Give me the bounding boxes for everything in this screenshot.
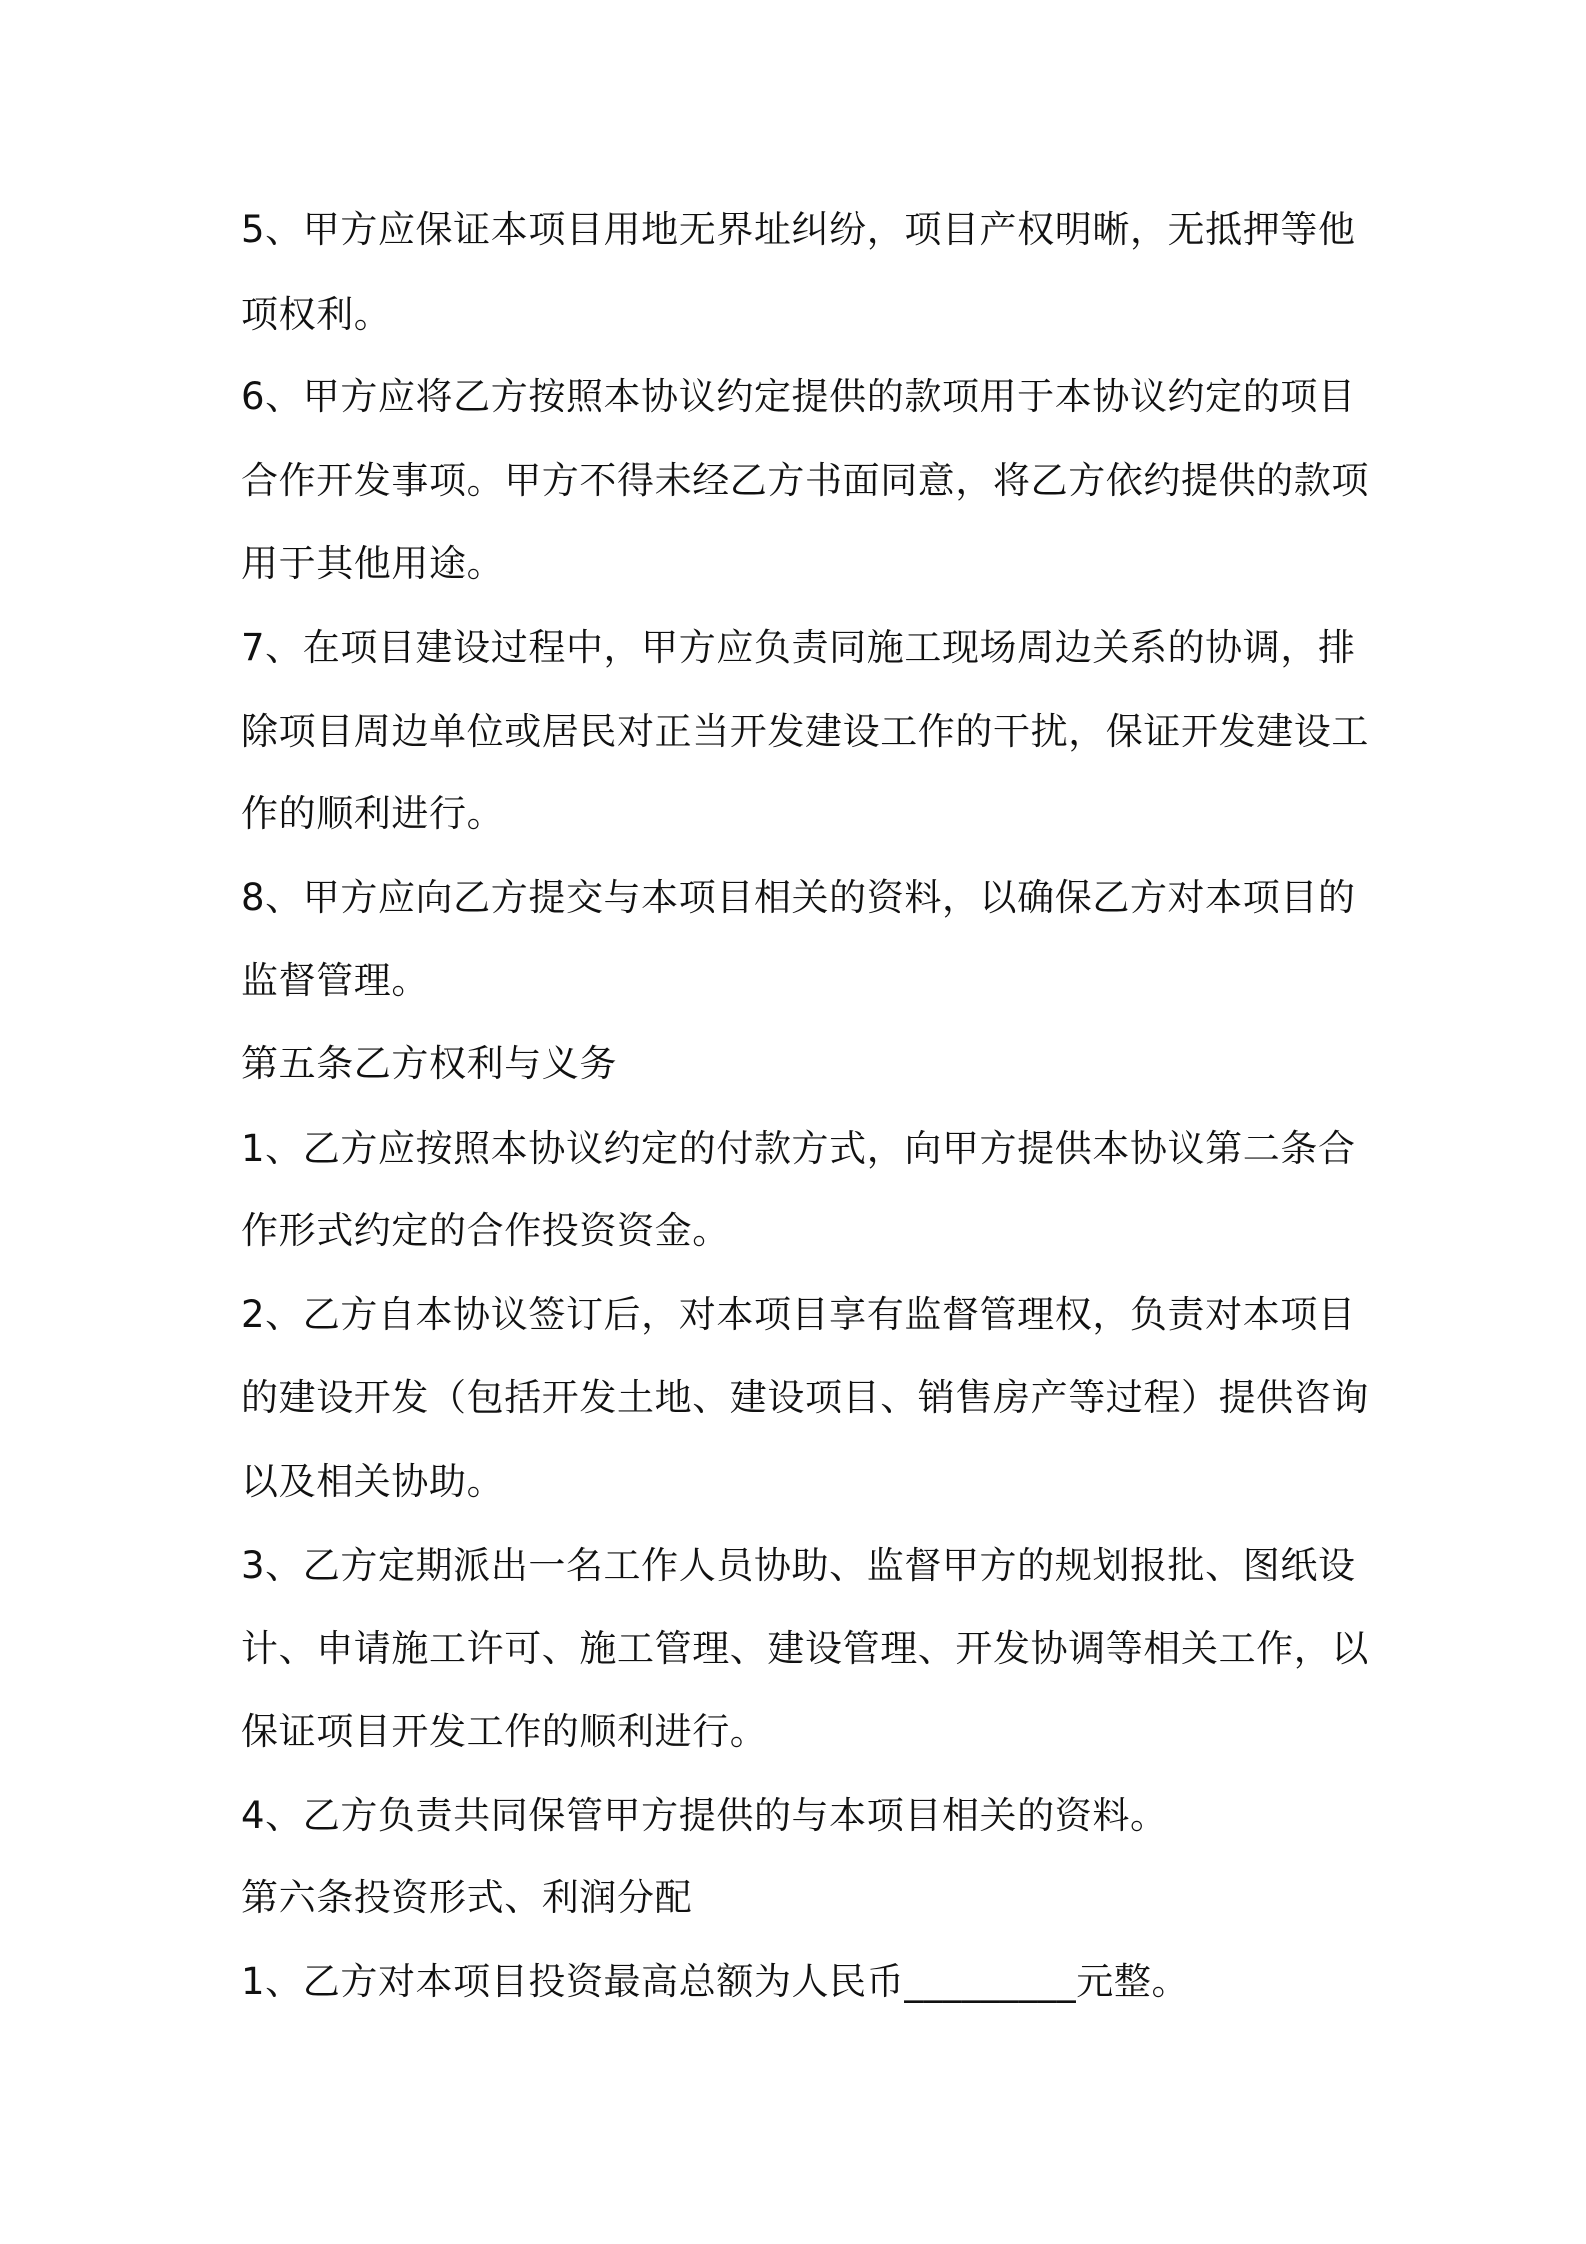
text-line: 4、乙方负责共同保管甲方提供的与本项目相关的资料。 <box>241 1794 1168 1837</box>
text-line: 1、乙方对本项目投资最高总额为人民币_________元整。 <box>241 1960 1190 2003</box>
text-line: 计、申请施工许可、施工管理、建设管理、开发协调等相关工作，以 <box>241 1627 1369 1670</box>
text-line: 项权利。 <box>241 293 392 336</box>
section-heading: 第五条乙方权利与义务 <box>241 1042 617 1085</box>
text-line: 8、甲方应向乙方提交与本项目相关的资料，以确保乙方对本项目的 <box>241 876 1356 919</box>
text-line: 7、在项目建设过程中，甲方应负责同施工现场周边关系的协调，排 <box>241 626 1356 669</box>
text-line: 以及相关协助。 <box>241 1460 505 1503</box>
text-line: 除项目周边单位或居民对正当开发建设工作的干扰，保证开发建设工 <box>241 710 1369 753</box>
text-line: 监督管理。 <box>241 959 429 1002</box>
text-line: 6、甲方应将乙方按照本协议约定提供的款项用于本协议约定的项目 <box>241 375 1356 418</box>
text-line: 作形式约定的合作投资资金。 <box>241 1209 730 1252</box>
text-line: 5、甲方应保证本项目用地无界址纠纷，项目产权明晰，无抵押等他 <box>241 208 1356 251</box>
text-line: 用于其他用途。 <box>241 542 505 585</box>
text-line: 合作开发事项。甲方不得未经乙方书面同意，将乙方依约提供的款项 <box>241 459 1369 502</box>
text-line: 作的顺利进行。 <box>241 792 505 835</box>
text-line: 3、乙方定期派出一名工作人员协助、监督甲方的规划报批、图纸设 <box>241 1544 1356 1587</box>
section-heading: 第六条投资形式、利润分配 <box>241 1876 693 1919</box>
text-line: 保证项目开发工作的顺利进行。 <box>241 1710 768 1753</box>
text-line: 1、乙方应按照本协议约定的付款方式，向甲方提供本协议第二条合 <box>241 1127 1356 1170</box>
text-line: 2、乙方自本协议签订后，对本项目享有监督管理权，负责对本项目 <box>241 1293 1356 1336</box>
text-line: 的建设开发（包括开发土地、建设项目、销售房产等过程）提供咨询 <box>241 1376 1369 1419</box>
